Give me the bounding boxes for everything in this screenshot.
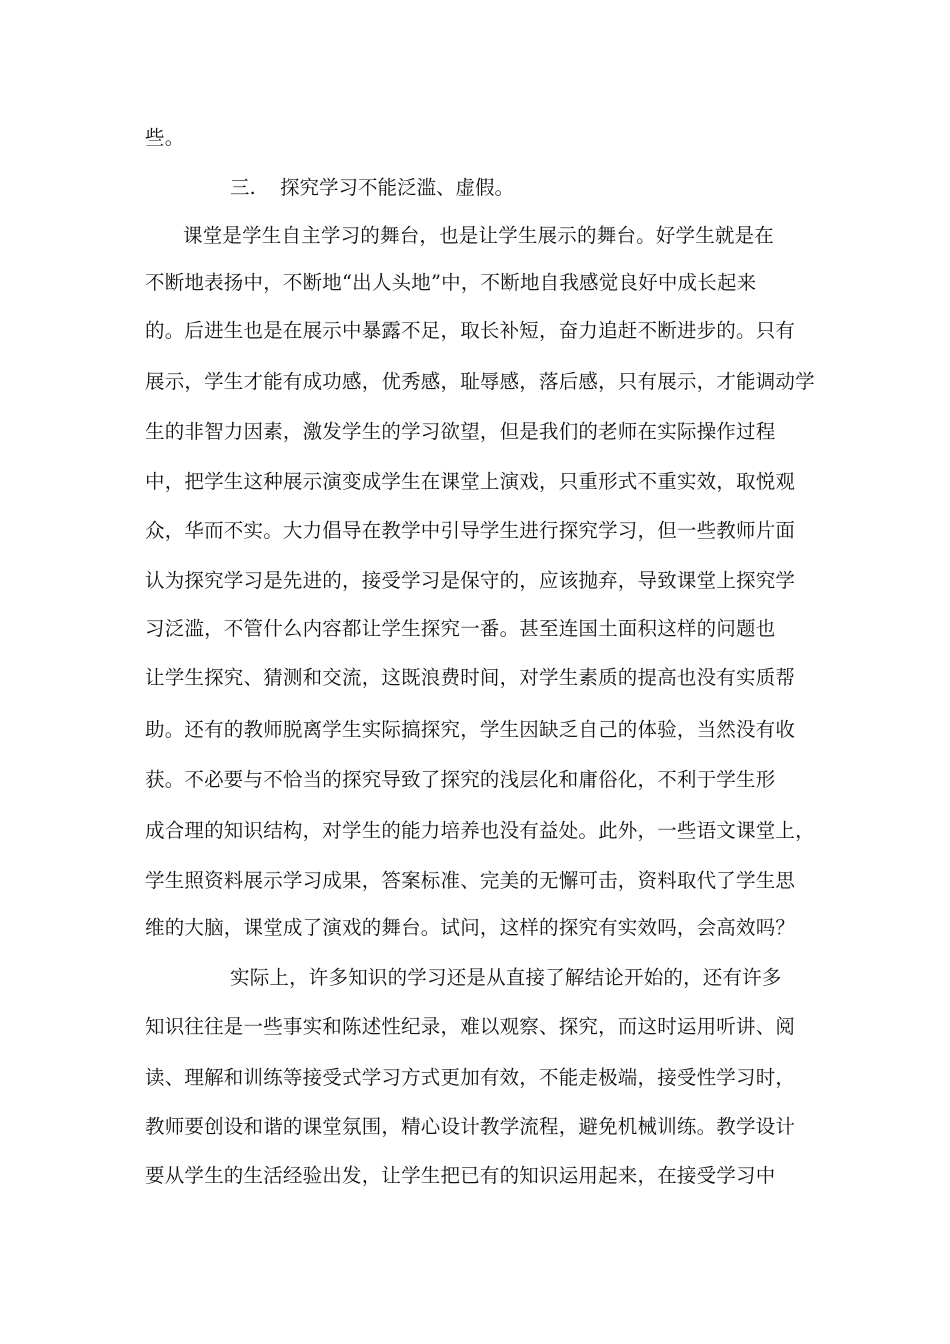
text-line: 助。还有的教师脱离学生实际搞探究，学生因缺乏自己的体验，当然没有收 — [145, 718, 796, 741]
text-line: 课堂是学生自主学习的舞台，也是让学生展示的舞台。好学生就是在 — [183, 224, 775, 247]
text-line: 要从学生的生活经验出发，让学生把已有的知识运用起来，在接受学习中 — [145, 1164, 776, 1187]
text-line: 读、理解和训练等接受式学习方式更加有效，不能走极端，接受性学习时， — [145, 1066, 796, 1089]
text-line: 展示，学生才能有成功感，优秀感，耻辱感，落后感，只有展示，才能调动学 — [145, 370, 815, 393]
text-line: 实际上，许多知识的学习还是从直接了解结论开始的，还有许多 — [230, 966, 782, 989]
text-line: 不断地表扬中，不断地“出人头地”中，不断地自我感觉良好中成长起来 — [145, 271, 757, 294]
text-line: 认为探究学习是先进的，接受学习是保守的，应该抛弃，导致课堂上探究学 — [145, 569, 796, 592]
text-line: 些。 — [145, 126, 185, 149]
text-line: 的。后进生也是在展示中暴露不足，取长补短，奋力追赶不断进步的。只有 — [145, 319, 796, 342]
section-heading: 探究学习不能泛滥、虚假。 — [280, 176, 515, 199]
text-line: 中，把学生这种展示演变成学生在课堂上演戏，只重形式不重实效，取悦观 — [145, 470, 796, 493]
text-line: 维的大脑，课堂成了演戏的舞台。试问，这样的探究有实效吗，会高效吗？ — [145, 916, 796, 939]
text-line: 知识往往是一些事实和陈述性纪录，难以观察、探究，而这时运用听讲、阅 — [145, 1015, 796, 1038]
text-line: 教师要创设和谐的课堂氛围，精心设计教学流程，避免机械训练。教学设计 — [145, 1115, 796, 1138]
text-line: 生的非智力因素，激发学生的学习欲望，但是我们的老师在实际操作过程 — [145, 420, 776, 443]
text-line: 习泛滥，不管什么内容都让学生探究一番。甚至连国土面积这样的问题也 — [145, 617, 776, 640]
text-line: 学生照资料展示学习成果，答案标准、完美的无懈可击，资料取代了学生思 — [145, 869, 796, 892]
section-number: 三. — [230, 176, 256, 199]
text-line: 获。不必要与不恰当的探究导致了探究的浅层化和庸俗化，不利于学生形 — [145, 768, 776, 791]
text-line: 成合理的知识结构，对学生的能力培养也没有益处。此外，一些语文课堂上， — [145, 819, 815, 842]
text-line: 让学生探究、猜测和交流，这既浪费时间，对学生素质的提高也没有实质帮 — [145, 666, 796, 689]
text-line: 众，华而不实。大力倡导在教学中引导学生进行探究学习，但一些教师片面 — [145, 519, 796, 542]
